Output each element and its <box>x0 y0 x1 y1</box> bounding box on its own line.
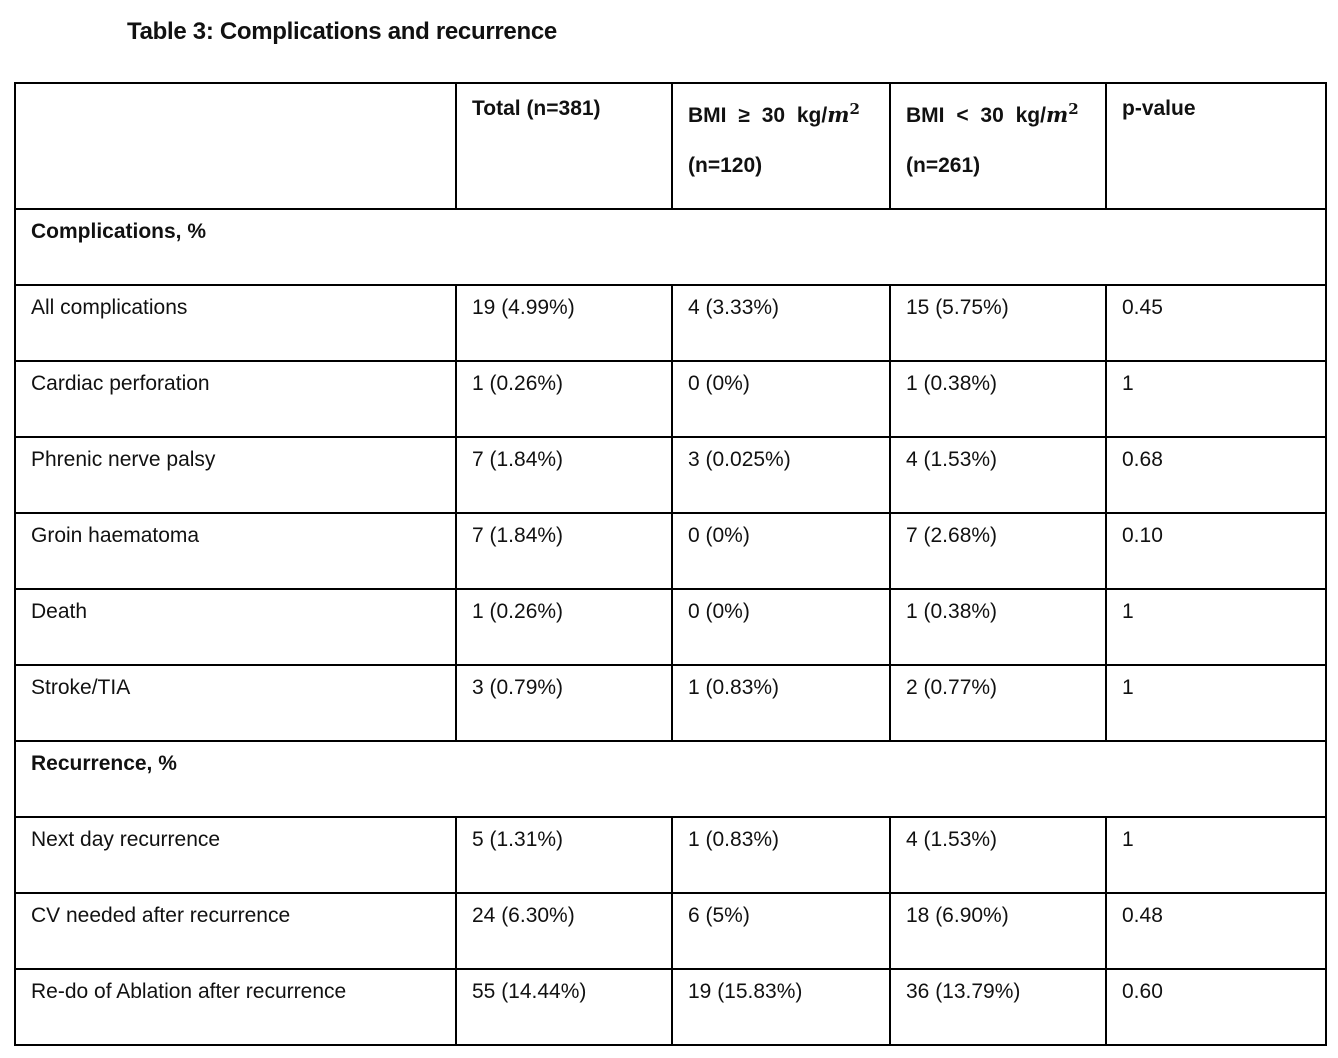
table-row <box>15 361 1326 437</box>
row-label: Re-do of Ablation after recurrence <box>15 969 456 1045</box>
row-label: Next day recurrence <box>15 817 456 893</box>
cell-bmi-high: 4 (3.33%) <box>672 285 890 361</box>
cell-total: 7 (1.84%) <box>456 437 672 513</box>
cell-total: 1 (0.26%) <box>456 361 672 437</box>
cell-pvalue: 1 <box>1106 361 1326 437</box>
cell-bmi-high: 1 (0.83%) <box>672 817 890 893</box>
cell-total: 19 (4.99%) <box>456 285 672 361</box>
table-row <box>15 437 1326 513</box>
header-bmi-low-unit: m <box>1045 102 1069 127</box>
results-table-body <box>15 83 1326 1045</box>
header-bmi-high-prefix: BMI ≥ 30 kg/ <box>688 104 828 127</box>
table-row <box>15 969 1326 1045</box>
section-heading-recurrence: Recurrence, % <box>15 741 1326 817</box>
table-row <box>15 665 1326 741</box>
header-bmi-high <box>672 83 890 209</box>
cell-bmi-low: 1 (0.38%) <box>890 361 1106 437</box>
header-pvalue <box>1106 83 1326 209</box>
cell-pvalue: 0.45 <box>1106 285 1326 361</box>
cell-pvalue: 1 <box>1106 589 1326 665</box>
cell-bmi-low: 4 (1.53%) <box>890 437 1106 513</box>
table-title: Table 3: Complications and recurrence <box>127 18 557 45</box>
row-label: All complications <box>15 285 456 361</box>
row-label: Stroke/TIA <box>15 665 456 741</box>
table-row <box>15 285 1326 361</box>
table-row <box>15 513 1326 589</box>
cell-bmi-high: 0 (0%) <box>672 589 890 665</box>
header-bmi-high-line2: (n=120) <box>688 154 763 177</box>
row-label: Phrenic nerve palsy <box>15 437 456 513</box>
cell-bmi-high: 6 (5%) <box>672 893 890 969</box>
header-row <box>15 83 1326 209</box>
header-bmi-low <box>890 83 1106 209</box>
header-total-text: Total (n=381) <box>472 97 601 120</box>
header-bmi-low-prefix: BMI < 30 kg/ <box>906 104 1046 127</box>
header-bmi-low-line1 <box>906 84 1091 141</box>
cell-total: 24 (6.30%) <box>456 893 672 969</box>
header-bmi-high-line1 <box>688 84 875 141</box>
header-total <box>456 83 672 209</box>
row-label: Death <box>15 589 456 665</box>
cell-pvalue: 0.60 <box>1106 969 1326 1045</box>
table-row <box>15 893 1326 969</box>
cell-total: 55 (14.44%) <box>456 969 672 1045</box>
cell-bmi-high: 0 (0%) <box>672 513 890 589</box>
cell-bmi-low: 18 (6.90%) <box>890 893 1106 969</box>
cell-bmi-low: 15 (5.75%) <box>890 285 1106 361</box>
cell-bmi-low: 4 (1.53%) <box>890 817 1106 893</box>
cell-total: 5 (1.31%) <box>456 817 672 893</box>
header-bmi-low-exp: 2 <box>1068 100 1079 118</box>
cell-pvalue: 0.68 <box>1106 437 1326 513</box>
cell-total: 3 (0.79%) <box>456 665 672 741</box>
section-heading-row <box>15 209 1326 285</box>
header-bmi-high-exp: 2 <box>849 100 860 118</box>
cell-bmi-high: 19 (15.83%) <box>672 969 890 1045</box>
row-label: Groin haematoma <box>15 513 456 589</box>
table-row <box>15 817 1326 893</box>
header-bmi-low-line2: (n=261) <box>906 154 981 177</box>
cell-bmi-high: 1 (0.83%) <box>672 665 890 741</box>
cell-total: 1 (0.26%) <box>456 589 672 665</box>
cell-pvalue: 1 <box>1106 665 1326 741</box>
header-label <box>15 83 456 209</box>
cell-pvalue: 0.10 <box>1106 513 1326 589</box>
cell-bmi-low: 2 (0.77%) <box>890 665 1106 741</box>
table-row <box>15 589 1326 665</box>
cell-bmi-low: 36 (13.79%) <box>890 969 1106 1045</box>
row-label: CV needed after recurrence <box>15 893 456 969</box>
cell-bmi-low: 1 (0.38%) <box>890 589 1106 665</box>
cell-bmi-low: 7 (2.68%) <box>890 513 1106 589</box>
cell-pvalue: 0.48 <box>1106 893 1326 969</box>
cell-bmi-high: 3 (0.025%) <box>672 437 890 513</box>
row-label: Cardiac perforation <box>15 361 456 437</box>
cell-pvalue: 1 <box>1106 817 1326 893</box>
section-heading-row <box>15 741 1326 817</box>
cell-total: 7 (1.84%) <box>456 513 672 589</box>
section-heading-complications: Complications, % <box>15 209 1326 285</box>
results-table <box>14 82 1327 1046</box>
cell-bmi-high: 0 (0%) <box>672 361 890 437</box>
header-bmi-high-unit: m <box>827 102 850 127</box>
header-pvalue-text: p-value <box>1122 97 1196 120</box>
